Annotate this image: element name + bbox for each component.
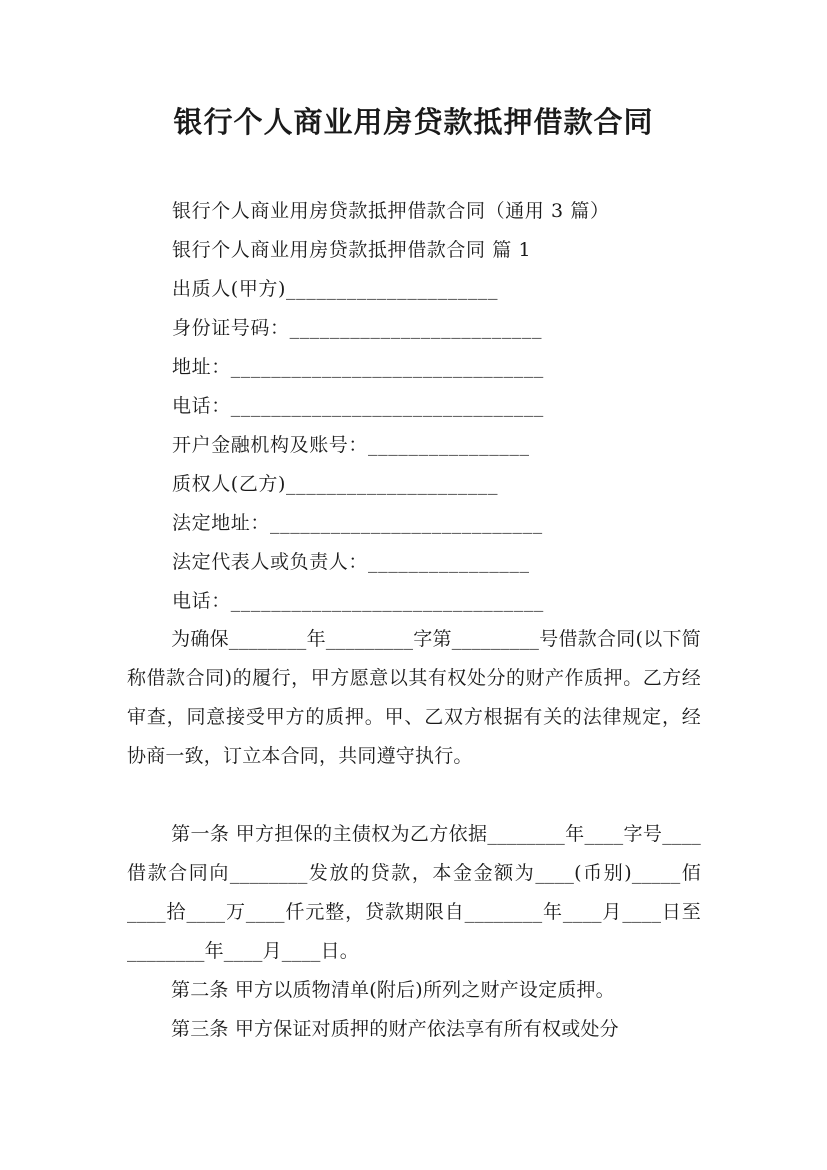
field-pledgee: 质权人(乙方)_____________________ bbox=[172, 473, 499, 495]
paragraph-preamble bbox=[127, 620, 701, 776]
paragraph-text: 第一条 甲方担保的主债权为乙方依据________年____字号____借款合同向________发放的贷款，本金金额为____(币别)_____佰____拾____万____仟元整，贷款期限自________年____月____日至________年____月____日。 bbox=[127, 823, 701, 962]
field-legal-representative: 法定代表人或负责人：________________ bbox=[172, 551, 530, 573]
document-subtitle: 银行个人商业用房贷款抵押借款合同（通用 3 篇） bbox=[172, 200, 610, 222]
paragraph-article-2 bbox=[127, 971, 701, 1010]
field-phone-2: 电话：_______________________________ bbox=[172, 590, 544, 612]
field-id-number: 身份证号码：_________________________ bbox=[172, 317, 543, 339]
paragraph-article-1 bbox=[127, 815, 701, 971]
paragraph-text: 第三条 甲方保证对质押的财产依法享有所有权或处分 bbox=[171, 1018, 619, 1040]
paragraph-text: 第二条 甲方以质物清单(附后)所列之财产设定质押。 bbox=[171, 979, 615, 1001]
field-bank-account: 开户金融机构及账号：________________ bbox=[172, 434, 530, 456]
section-heading: 银行个人商业用房贷款抵押借款合同 篇 1 bbox=[172, 239, 532, 261]
field-address: 地址：_______________________________ bbox=[172, 356, 544, 378]
field-pledgor: 出质人(甲方)_____________________ bbox=[172, 278, 499, 300]
paragraph-article-3 bbox=[127, 1010, 701, 1049]
field-legal-address: 法定地址：___________________________ bbox=[172, 512, 543, 534]
field-phone: 电话：_______________________________ bbox=[172, 395, 544, 417]
document-title: 银行个人商业用房贷款抵押借款合同 bbox=[173, 105, 654, 139]
paragraph-text: 为确保________年_________字第_________号借款合同(以下简称借款合同)的履行，甲方愿意以其有权处分的财产作质押。乙方经审查，同意接受甲方的质押。甲、乙双方根据有关的法律规定，经协商一致，订立本合同，共同遵守执行。 bbox=[127, 628, 701, 767]
